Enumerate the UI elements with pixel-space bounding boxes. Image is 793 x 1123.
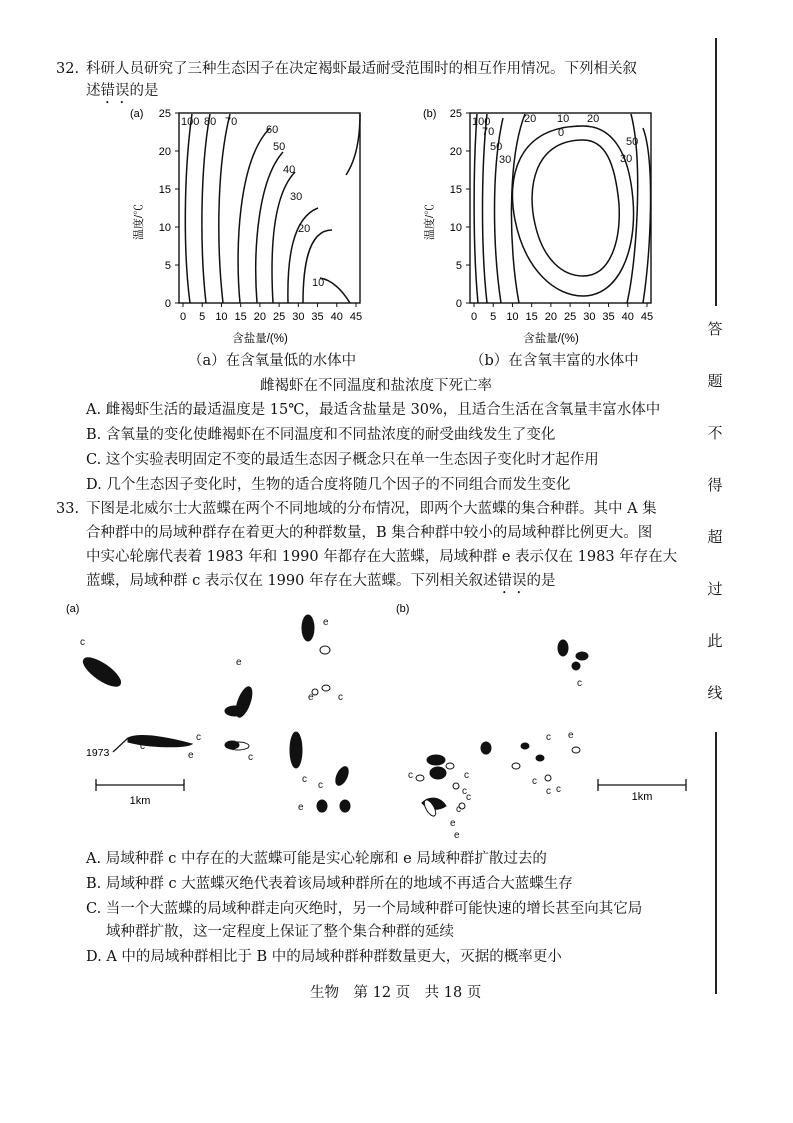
map-a-year-label: 1973 xyxy=(86,747,110,759)
svg-text:c: c xyxy=(318,780,323,791)
patch xyxy=(536,755,544,761)
binding-line-bottom xyxy=(715,732,717,994)
chart-b-panel-label: (b) xyxy=(423,108,437,120)
q32-option-a: A. 雌褐虾生活的最适温度是 15℃，最适含盐量是 30%，且适合生活在含氧量丰富水体中 xyxy=(86,402,661,418)
svg-text:e: e xyxy=(323,617,329,628)
q32-option-d: D. 几个生态因子变化时，生物的适合度将随几个因子的不同组合而发生变化 xyxy=(86,477,571,493)
svg-text:c: c xyxy=(577,678,582,689)
svg-text:e: e xyxy=(188,750,194,761)
svg-text:c: c xyxy=(408,770,413,781)
side-char: 得 xyxy=(707,476,723,494)
y-tick-label: 0 xyxy=(455,298,462,310)
svg-text:10: 10 xyxy=(312,277,325,289)
map-a xyxy=(60,598,390,843)
patch xyxy=(453,783,459,789)
x-tick-label: 0 xyxy=(470,311,478,323)
svg-text:c: c xyxy=(464,770,469,781)
svg-text:20: 20 xyxy=(298,223,311,235)
q33-option-b: B. 局域种群 c 大蓝蝶灭绝代表着该局域种群所在的地域不再适合大蓝蝶生存 xyxy=(86,876,573,892)
contour-70 xyxy=(219,114,230,303)
y-tick-label: 10 xyxy=(158,222,171,234)
svg-text:10: 10 xyxy=(557,113,570,125)
y-tick-label: 20 xyxy=(449,146,462,158)
svg-text:c: c xyxy=(456,804,461,815)
svg-text:30: 30 xyxy=(620,153,633,165)
svg-text:70: 70 xyxy=(482,126,495,138)
patch xyxy=(521,743,529,749)
contour-20 xyxy=(303,230,332,303)
chart-a-xlabel: 含盐量/(%) xyxy=(232,333,288,345)
svg-text:e: e xyxy=(298,802,304,813)
q33-option-c-line2: 域种群扩散，这一定程度上保证了整个集合种群的延续 xyxy=(106,924,454,940)
y-tick-label: 20 xyxy=(158,146,171,158)
patch xyxy=(481,742,491,754)
chart-b-ticks xyxy=(450,108,653,323)
x-tick-label: 30 xyxy=(292,311,305,323)
q32-stem-line1: 科研人员研究了三种生态因子在决定褐虾最适耐受范围时的相互作用情况。下列相关叙 xyxy=(86,61,637,77)
svg-text:30: 30 xyxy=(499,154,512,166)
svg-text:c: c xyxy=(338,692,343,703)
map-a-panel-label: (a) xyxy=(66,603,80,615)
x-tick-label: 40 xyxy=(621,311,634,323)
patch xyxy=(446,763,454,769)
svg-text:60: 60 xyxy=(266,124,279,136)
patch xyxy=(427,755,445,765)
map-b-scale-label: 1km xyxy=(631,791,653,803)
side-char: 超 xyxy=(707,528,723,546)
contour-60 xyxy=(238,128,270,303)
svg-text:c: c xyxy=(196,732,201,743)
x-tick-label: 25 xyxy=(563,311,577,323)
q33-option-d: D. A 中的局域种群相比于 B 中的局域种群种群数量更大，灭据的概率更小 xyxy=(86,949,562,965)
side-char: 过 xyxy=(707,580,723,598)
svg-text:e: e xyxy=(454,830,460,841)
q33-stem-line1: 下图是北威尔士大蓝蝶在两个不同地域的分布情况，即两个大蓝蝶的集合种群。其中 A 集 xyxy=(86,501,657,517)
map-b-panel-label: (b) xyxy=(396,603,410,615)
map-a-year-pointer xyxy=(113,738,128,752)
map-a-e-labels xyxy=(188,617,329,813)
map-b-patches xyxy=(416,640,588,818)
svg-text:80: 80 xyxy=(204,116,217,128)
y-tick-label: 0 xyxy=(164,298,171,310)
svg-text:c: c xyxy=(532,776,537,787)
q32-number: 32. xyxy=(56,61,80,77)
q32-stem-line2: 述错误的是 xyxy=(86,83,159,99)
y-tick-label: 5 xyxy=(455,260,462,272)
x-tick-label: 10 xyxy=(215,311,228,323)
contour-50 xyxy=(256,152,283,303)
patch xyxy=(225,741,239,749)
patch xyxy=(322,685,330,691)
x-tick-label: 5 xyxy=(199,311,206,323)
x-tick-label: 5 xyxy=(490,311,497,323)
patch xyxy=(320,646,330,654)
patch xyxy=(302,615,314,641)
svg-text:70: 70 xyxy=(225,116,238,128)
side-char: 题 xyxy=(707,372,723,390)
q32-figure-title: 雌褐虾在不同温度和盐浓度下死亡率 xyxy=(260,378,492,394)
svg-text:40: 40 xyxy=(283,164,296,176)
q32-option-c: C. 这个实验表明固定不变的最适生态因子概念只在单一生态因子变化时才起作用 xyxy=(86,452,599,468)
patch xyxy=(317,800,327,812)
patch xyxy=(290,732,302,768)
x-tick-label: 25 xyxy=(272,311,286,323)
chart-b-caption: （b）在含氧丰富的水体中 xyxy=(470,353,639,369)
x-tick-label: 0 xyxy=(179,311,187,323)
side-char: 线 xyxy=(707,684,723,702)
patch xyxy=(225,706,245,716)
map-a-scale-bar xyxy=(96,779,184,791)
patch xyxy=(430,767,446,779)
svg-text:c: c xyxy=(302,774,307,785)
x-tick-label: 45 xyxy=(640,311,654,323)
x-tick-label: 20 xyxy=(253,311,267,323)
svg-text:c: c xyxy=(556,784,561,795)
q33-stem-line4: 蓝蝶，局域种群 c 表示仅在 1990 年存在大蓝蝶。下列相关叙述错误的是 xyxy=(86,573,556,589)
svg-text:c: c xyxy=(546,732,551,743)
chart-b xyxy=(415,100,675,350)
patch xyxy=(545,775,551,781)
svg-text:c: c xyxy=(80,637,85,648)
chart-a-ylabel: 温度/℃ xyxy=(133,203,145,241)
svg-text:e: e xyxy=(236,657,242,668)
x-tick-label: 30 xyxy=(583,311,596,323)
map-b xyxy=(390,598,710,848)
y-tick-label: 5 xyxy=(164,260,171,272)
svg-text:50: 50 xyxy=(626,136,639,148)
q33-stem-line2: 合种群中的局域种群存在着更大的种群数量，B 集合种群中较小的局域种群比例更大。图 xyxy=(86,525,653,541)
map-b-scale-bar xyxy=(598,779,686,791)
chart-a-panel-label: (a) xyxy=(130,108,144,120)
chart-b-ylabel: 温度/℃ xyxy=(424,203,436,241)
patch xyxy=(333,765,351,787)
binding-line-top xyxy=(715,38,717,306)
map-b-c-labels xyxy=(408,678,582,815)
chart-a xyxy=(120,100,380,350)
x-tick-label: 10 xyxy=(506,311,519,323)
svg-text:e: e xyxy=(308,692,314,703)
x-tick-label: 20 xyxy=(544,311,558,323)
svg-text:50: 50 xyxy=(273,141,286,153)
svg-text:c: c xyxy=(248,752,253,763)
patch xyxy=(558,640,568,656)
patch xyxy=(416,775,424,781)
patch xyxy=(572,662,580,670)
patch xyxy=(79,653,124,691)
contour-100 xyxy=(185,114,192,303)
side-char: 答 xyxy=(707,320,723,338)
q33-option-c-line1: C. 当一个大蓝蝶的局域种群走向灭绝时，另一个局域种群可能快速的增长甚至向其它局 xyxy=(86,901,643,917)
svg-text:c: c xyxy=(546,786,551,797)
y-tick-label: 15 xyxy=(449,184,462,196)
svg-text:50: 50 xyxy=(490,141,503,153)
x-tick-label: 45 xyxy=(349,311,363,323)
x-tick-label: 40 xyxy=(330,311,343,323)
map-a-scale-label: 1km xyxy=(129,795,151,807)
svg-text:e: e xyxy=(568,730,574,741)
patch xyxy=(572,747,580,753)
page-footer: 生物 第 12 页 共 18 页 xyxy=(310,985,482,1001)
y-tick-label: 25 xyxy=(449,108,462,120)
side-char: 不 xyxy=(707,424,723,442)
side-char: 此 xyxy=(707,632,723,650)
y-tick-label: 15 xyxy=(158,184,171,196)
x-tick-label: 15 xyxy=(525,311,538,323)
svg-text:100: 100 xyxy=(472,116,491,128)
patch xyxy=(340,800,350,812)
patch xyxy=(128,736,192,747)
patch xyxy=(512,763,520,769)
q33-number: 33. xyxy=(56,501,80,517)
svg-text:c: c xyxy=(140,741,145,752)
y-tick-label: 10 xyxy=(449,222,462,234)
contour-80 xyxy=(202,114,210,303)
svg-text:0: 0 xyxy=(558,127,565,139)
svg-text:e: e xyxy=(450,818,456,829)
x-tick-label: 35 xyxy=(602,311,615,323)
chart-a-caption: （a）在含氧量低的水体中 xyxy=(188,353,357,369)
q32-option-b: B. 含氧量的变化使雌褐虾在不同温度和不同盐浓度的耐受曲线发生了变化 xyxy=(86,427,556,443)
q33-option-a: A. 局域种群 c 中存在的大蓝蝶可能是实心轮廓和 e 局域种群扩散过去的 xyxy=(86,851,547,867)
svg-text:20: 20 xyxy=(587,113,600,125)
x-tick-label: 35 xyxy=(311,311,324,323)
patch xyxy=(576,652,588,660)
svg-text:100: 100 xyxy=(181,116,200,128)
map-a-patches xyxy=(79,615,350,812)
x-tick-label: 15 xyxy=(234,311,247,323)
contour-10 xyxy=(320,278,350,303)
svg-text:20: 20 xyxy=(524,113,537,125)
map-a-c-labels xyxy=(80,637,343,791)
q33-stem-line3: 中实心轮廓代表着 1983 年和 1990 年都存在大蓝蝶，局域种群 e 表示仅在 1983 年存在大 xyxy=(86,549,678,565)
svg-text:c: c xyxy=(462,786,467,797)
svg-text:30: 30 xyxy=(290,191,303,203)
chart-b-xlabel: 含盐量/(%) xyxy=(523,333,579,345)
svg-text:c: c xyxy=(466,792,471,803)
y-tick-label: 25 xyxy=(158,108,171,120)
